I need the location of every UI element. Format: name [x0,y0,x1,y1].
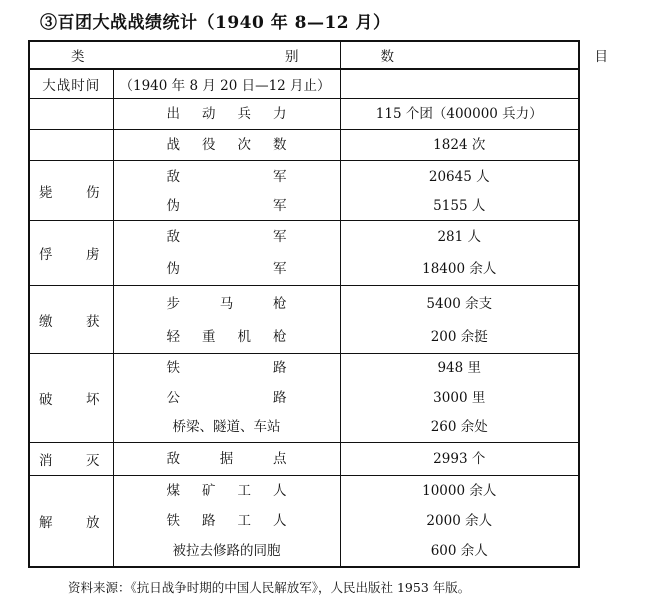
item-value: 200 余挺 [430,329,488,345]
category-cell: 缴 获 [29,286,113,354]
item-name [114,506,340,537]
item-name-char: 公 [166,389,180,406]
item-name-char: 伪 [166,198,180,214]
item-value: 20645 人 [428,168,490,185]
item-value: 3000 里 [433,389,486,406]
item-name-char: 煤 [166,482,180,499]
item-name-char: 重 [202,329,216,345]
table-title: ③百团大战战绩统计（1940 年 8—12 月） [40,13,391,33]
item-name-char: 人 [273,513,287,529]
item-value: 2000 余人 [426,513,493,529]
category-cell: 破 坏 [29,354,113,443]
item-name [114,161,340,193]
item-value-cell [340,286,579,354]
item-name-cell [113,221,340,286]
table-row [29,354,579,443]
item-name [114,221,340,253]
item-value-cell [340,354,579,443]
item-value: 115 个团（400000 兵力） [375,105,543,122]
item-value: 600 余人 [430,543,488,559]
item-name-char: 枪 [273,295,287,312]
item-name-cell [113,476,340,568]
table-row [29,99,579,130]
item-name-char: 力 [273,105,287,122]
item-value: 260 余处 [430,419,488,435]
item-value: 5400 余支 [426,295,493,312]
period-value: （1940 年 8 月 20 日—12 月止） [113,69,340,99]
item-value-cell [340,476,579,568]
item-name-char: 敌 [166,228,180,245]
item-name-cell [113,354,340,443]
category-cell: 毙 伤 [29,161,113,221]
item-name [114,322,340,353]
item-name [114,130,340,160]
item-name [114,383,340,413]
item-name-char: 铁 [166,513,180,529]
header-count: 数 目 [340,41,579,69]
item-name [114,354,340,383]
category-cell [29,99,113,130]
header-category: 类 别 [29,41,340,69]
item-name-char: 工 [237,513,251,529]
item-value: 2993 个 [433,450,486,467]
item-name-char: 铁 [166,360,180,376]
item-name [114,413,340,442]
table-header-row [29,41,579,69]
item-name-char: 枪 [273,329,287,345]
item-name-char: 轻 [166,329,180,345]
item-value-cell [340,161,579,221]
item-name-text: 被拉去修路的同胞 [172,543,281,559]
period-row [29,69,579,99]
item-value-cell [340,99,579,130]
item-name-char: 敌 [166,450,180,467]
item-name [114,286,340,322]
item-value: 18400 余人 [422,260,497,277]
period-empty [340,69,579,99]
item-name-char: 工 [237,482,251,499]
item-name-char: 路 [273,360,287,376]
item-name-char: 据 [219,450,234,467]
category-cell: 消 灭 [29,443,113,476]
table-row [29,286,579,354]
item-value-cell [340,443,579,476]
item-name [114,443,340,475]
item-name-char: 马 [219,295,234,312]
table-row [29,161,579,221]
category-cell: 俘 虏 [29,221,113,286]
item-value: 948 里 [437,360,482,376]
item-value: 1824 次 [433,136,486,153]
item-name-char: 点 [273,450,287,467]
item-name [114,537,340,566]
statistics-table [28,40,648,568]
item-value: 10000 余人 [422,482,497,499]
item-name-char: 次 [237,136,251,153]
item-name-char: 兵 [237,105,251,122]
item-name-char: 数 [273,136,287,153]
item-name-char: 路 [273,389,287,406]
item-value-cell [340,221,579,286]
item-name [114,99,340,129]
item-name-char: 路 [202,513,216,529]
item-name-text: 桥梁、隧道、车站 [172,419,281,435]
item-name-char: 矿 [202,482,216,499]
item-name-char: 战 [166,136,180,153]
item-value: 281 人 [437,228,482,245]
item-name-char: 役 [202,136,216,153]
item-name-char: 出 [166,105,180,122]
item-name-char: 军 [273,260,287,277]
item-name-cell [113,130,340,161]
item-name [114,476,340,506]
item-name-char: 军 [273,228,287,245]
table-row [29,221,579,286]
table-row [29,476,579,568]
item-name-char: 机 [237,329,251,345]
item-name-cell [113,99,340,130]
item-name-cell [113,286,340,354]
item-name-char: 军 [273,168,287,185]
table-body [29,99,579,568]
item-name [114,193,340,220]
source-note: 资料来源：《抗日战争时期的中国人民解放军》，人民出版社 1953 年版。 [68,580,471,595]
item-name-char: 步 [166,295,180,312]
item-name-char: 军 [273,198,287,214]
item-value-cell [340,130,579,161]
item-name-char: 伪 [166,260,180,277]
item-name-cell [113,161,340,221]
item-name-char: 人 [273,482,287,499]
category-cell [29,130,113,161]
table-row [29,443,579,476]
item-name-cell [113,443,340,476]
item-value: 5155 人 [433,198,486,214]
period-label: 大战时间 [29,69,113,99]
table-row [29,130,579,161]
item-name-char: 敌 [166,168,180,185]
item-name [114,253,340,285]
category-cell: 解 放 [29,476,113,568]
item-name-char: 动 [202,105,216,122]
